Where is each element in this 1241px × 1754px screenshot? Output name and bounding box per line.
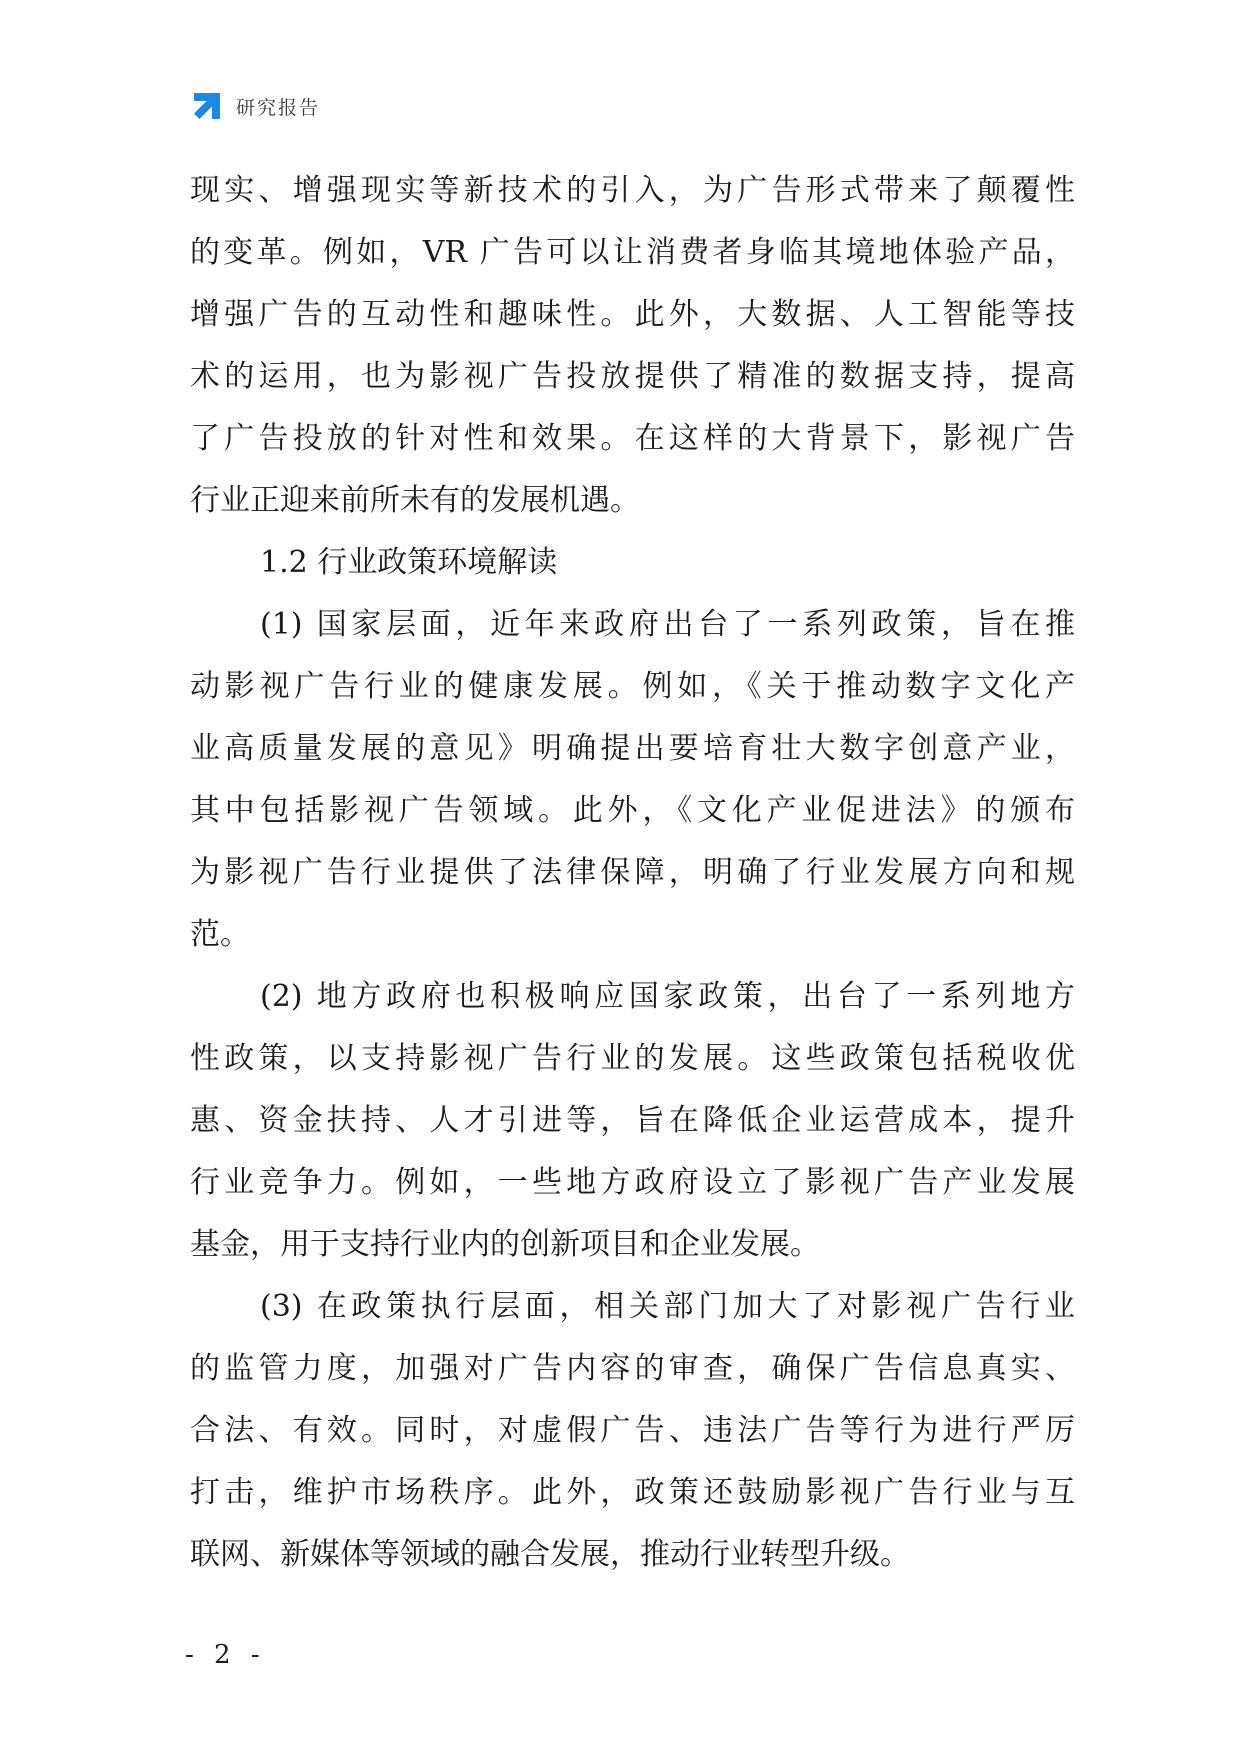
text-line: 基金，用于支持行业内的创新项目和企业发展。	[190, 1227, 820, 1262]
text-line: 惠、资金扶持、人才引进等，旨在降低企业运营成本，提升	[190, 1103, 1075, 1138]
text-line: (1) 国家层面，近年来政府出台了一系列政策，旨在推	[260, 607, 1075, 642]
text-line: 业高质量发展的意见》明确提出要培育壮大数字创意产业，	[190, 731, 1075, 766]
text-line: 其中包括影视广告领域。此外，《文化产业促进法》的颁布	[190, 793, 1075, 828]
text-line: 增强广告的互动性和趣味性。此外，大数据、人工智能等技	[190, 297, 1075, 332]
text-line: 合法、有效。同时，对虚假广告、违法广告等行为进行严厉	[190, 1413, 1075, 1448]
paragraph	[190, 966, 1075, 1276]
text-line: 性政策，以支持影视广告行业的发展。这些政策包括税收优	[190, 1041, 1075, 1076]
text-line: (2) 地方政府也积极响应国家政策，出台了一系列地方	[260, 979, 1075, 1014]
text-line: 的变革。例如，VR 广告可以让消费者身临其境地体验产品，	[190, 235, 1075, 270]
text-line: 动影视广告行业的健康发展。例如，《关于推动数字文化产	[190, 669, 1075, 704]
header-title: 研究报告	[236, 96, 321, 119]
text-line: 打击，维护市场秩序。此外，政策还鼓励影视广告行业与互	[190, 1475, 1075, 1510]
text-line: 现实、增强现实等新技术的引入，为广告形式带来了颠覆性	[190, 173, 1075, 208]
paragraph	[190, 160, 1075, 532]
text-line: 了广告投放的针对性和效果。在这样的大背景下，影视广告	[190, 421, 1075, 456]
text-line: 为影视广告行业提供了法律保障，明确了行业发展方向和规	[190, 855, 1075, 890]
section-heading: 1.2 行业政策环境解读	[260, 545, 558, 580]
text-line: 术的运用，也为影视广告投放提供了精准的数据支持，提高	[190, 359, 1075, 394]
page-header	[190, 88, 320, 124]
text-line: 范。	[190, 917, 250, 952]
text-line: 联网、新媒体等领域的融合发展，推动行业转型升级。	[190, 1537, 910, 1572]
text-line: 行业正迎来前所未有的发展机遇。	[190, 483, 640, 518]
text-line: 行业竞争力。例如，一些地方政府设立了影视广告产业发展	[190, 1165, 1075, 1200]
arrow-up-right-icon	[190, 89, 224, 123]
page-number: - 2 -	[185, 1640, 266, 1670]
text-line: (3) 在政策执行层面，相关部门加大了对影视广告行业	[260, 1289, 1075, 1324]
text-line: 的监管力度，加强对广告内容的审查，确保广告信息真实、	[190, 1351, 1075, 1386]
document-body	[190, 160, 1075, 1586]
paragraph	[190, 594, 1075, 966]
paragraph	[190, 1276, 1075, 1586]
